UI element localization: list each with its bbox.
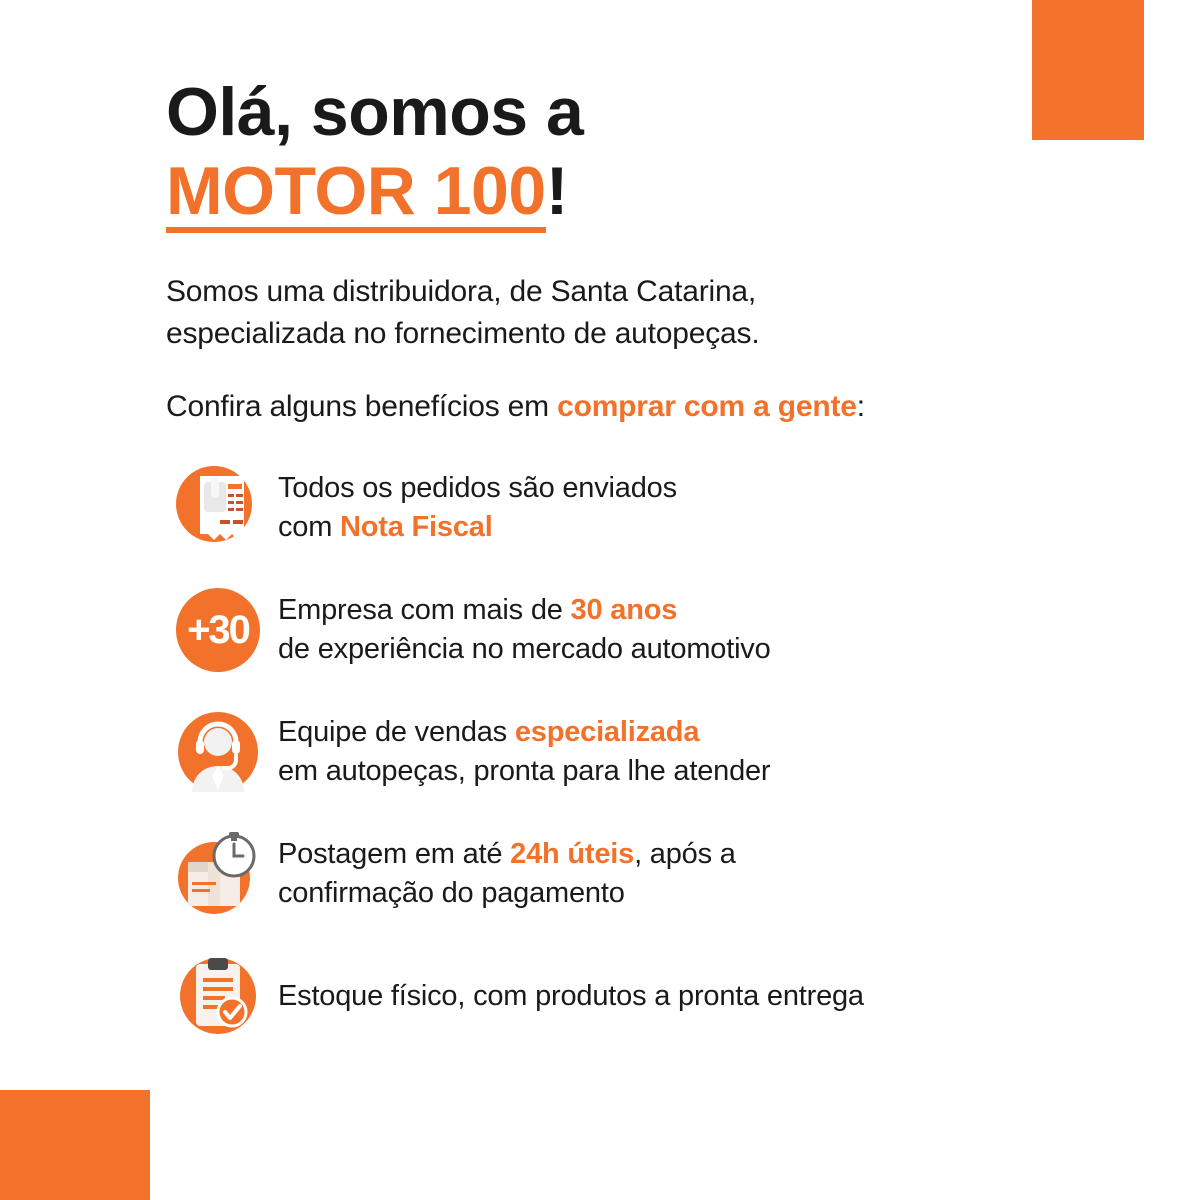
benefit-3-line2: em autopeças, pronta para lhe atender (278, 755, 771, 788)
benefits-lead-suffix: : (856, 390, 865, 424)
benefit-3-line1-prefix: Equipe de vendas (278, 716, 515, 749)
list-item (166, 948, 1086, 1044)
intro-line-2: especializada no fornecimento de autopeças. (166, 316, 760, 350)
list-item (166, 582, 1086, 678)
benefits-lead-prefix: Confira alguns benefícios em (166, 390, 558, 424)
decorative-square-bottom-left (0, 1090, 150, 1200)
benefits-lead (166, 390, 1086, 424)
benefit-5-line1: Estoque físico, com produtos a pronta entrega (278, 979, 864, 1012)
main-content (166, 74, 1086, 1070)
list-item-text (270, 835, 736, 913)
benefit-4-line1-suffix: , após a (634, 838, 736, 871)
years-badge-icon (166, 582, 270, 678)
list-item (166, 826, 1086, 922)
list-item-text (270, 591, 771, 669)
benefit-4-highlight: 24h úteis (510, 838, 635, 871)
headset-agent-icon (166, 704, 270, 800)
benefits-list (166, 460, 1086, 1044)
page-title (166, 74, 1086, 233)
benefit-1-highlight: Nota Fiscal (340, 511, 493, 544)
benefit-2-highlight: 30 anos (570, 594, 678, 627)
list-item-text (270, 713, 770, 791)
intro-paragraph (166, 271, 1086, 354)
list-item (166, 460, 1086, 556)
list-item-text (270, 469, 677, 547)
years-badge-circle (176, 588, 260, 672)
benefit-1-line2-prefix: com (278, 511, 341, 544)
headline-line-1: Olá, somos a (166, 74, 584, 150)
receipt-icon (166, 460, 270, 556)
intro-line-1: Somos uma distribuidora, de Santa Catarina, (166, 275, 757, 309)
headline-line-2 (166, 153, 1086, 233)
benefit-4-line2: confirmação do pagamento (278, 877, 625, 910)
years-badge-label: +30 (187, 607, 249, 652)
clipboard-check-icon (166, 948, 270, 1044)
list-item-text (270, 977, 864, 1016)
benefit-2-line1-prefix: Empresa com mais de (278, 594, 571, 627)
benefits-lead-highlight: comprar com a gente (557, 390, 857, 424)
headline-exclamation: ! (545, 153, 568, 230)
benefit-3-highlight: especializada (514, 716, 700, 749)
list-item (166, 704, 1086, 800)
box-stopwatch-icon (166, 826, 270, 922)
brand-name: MOTOR 100 (166, 157, 546, 233)
benefit-2-line2: de experiência no mercado automotivo (278, 633, 771, 666)
benefit-1-line1: Todos os pedidos são enviados (278, 472, 677, 505)
benefit-4-line1-prefix: Postagem em até (278, 838, 511, 871)
